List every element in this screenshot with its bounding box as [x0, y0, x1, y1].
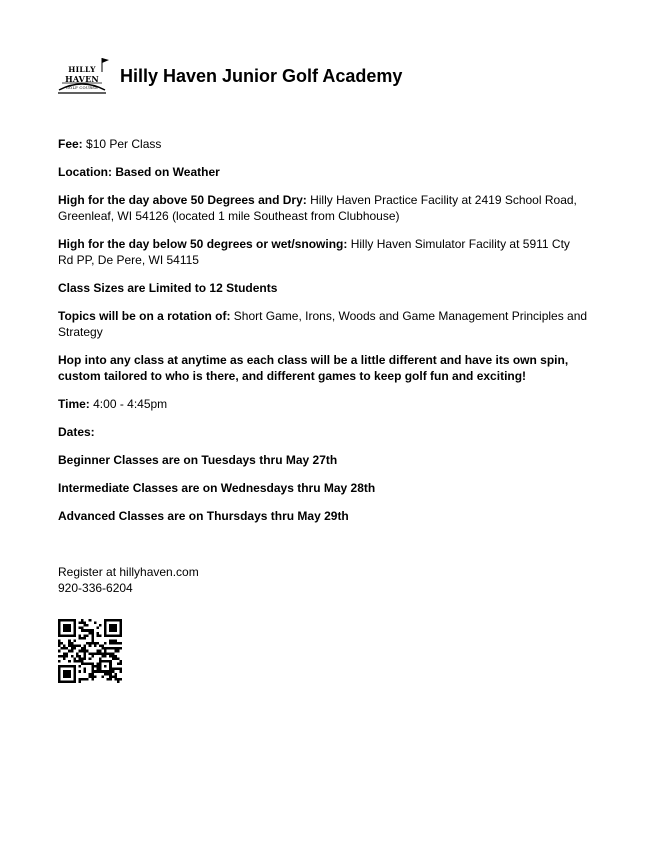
logo-text-golf-course: GOLF COURSE	[65, 85, 99, 90]
topics-label: Topics will be on a rotation of:	[58, 309, 231, 323]
dry-weather-location: Hilly Haven Practice Facility at 2419 School Road, Greenleaf, WI 54126 (located 1 mile Southeast from Clubhouse)	[58, 193, 577, 223]
qr-code-graphic	[58, 619, 122, 683]
wet-weather-label: High for the day below 50 degrees or wet/snowing:	[58, 237, 348, 251]
qr-code-icon	[58, 619, 122, 683]
hop-in-paragraph: Hop into any class at anytime as each class will be a little different and have its own spin, custom tailored to who is there, and different games to keep golf fun and exciting!	[58, 353, 569, 383]
document-body	[58, 136, 588, 596]
dry-weather-label: High for the day above 50 Degrees and Dry:	[58, 193, 307, 207]
wet-weather-paragraph	[58, 236, 588, 268]
spacer	[58, 536, 588, 564]
logo-text-hilly: HILLY	[68, 65, 96, 74]
location-heading: Location: Based on Weather	[58, 165, 220, 179]
class-sizes-note: Class Sizes are Limited to 12 Students	[58, 281, 278, 295]
fee-paragraph	[58, 136, 588, 152]
page-title: Hilly Haven Junior Golf Academy	[120, 65, 403, 86]
wet-weather-location: Hilly Haven Simulator Facility at 5911 Cty Rd PP, De Pere, WI 54115	[58, 237, 570, 267]
topics-paragraph	[58, 308, 588, 340]
time-value: 4:00 - 4:45pm	[89, 397, 168, 411]
dry-weather-paragraph	[58, 192, 588, 224]
dates-heading: Dates:	[58, 425, 95, 439]
register-text: Register at hillyhaven.com	[58, 565, 199, 579]
header	[56, 56, 402, 96]
advanced-classes: Advanced Classes are on Thursdays thru May 29th	[58, 509, 349, 523]
topics-value: Short Game, Irons, Woods and Game Management Principles and Strategy	[58, 309, 588, 339]
time-paragraph	[58, 396, 588, 412]
beginner-classes: Beginner Classes are on Tuesdays thru May 27th	[58, 453, 338, 467]
fee-value: $10 Per Class	[82, 137, 162, 151]
phone-number: 920-336-6204	[58, 581, 133, 595]
logo-text-haven: HAVEN	[65, 74, 99, 84]
intermediate-classes: Intermediate Classes are on Wednesdays thru May 28th	[58, 481, 376, 495]
time-label: Time:	[58, 397, 90, 411]
fee-label: Fee:	[58, 137, 83, 151]
hilly-haven-logo	[56, 56, 112, 96]
